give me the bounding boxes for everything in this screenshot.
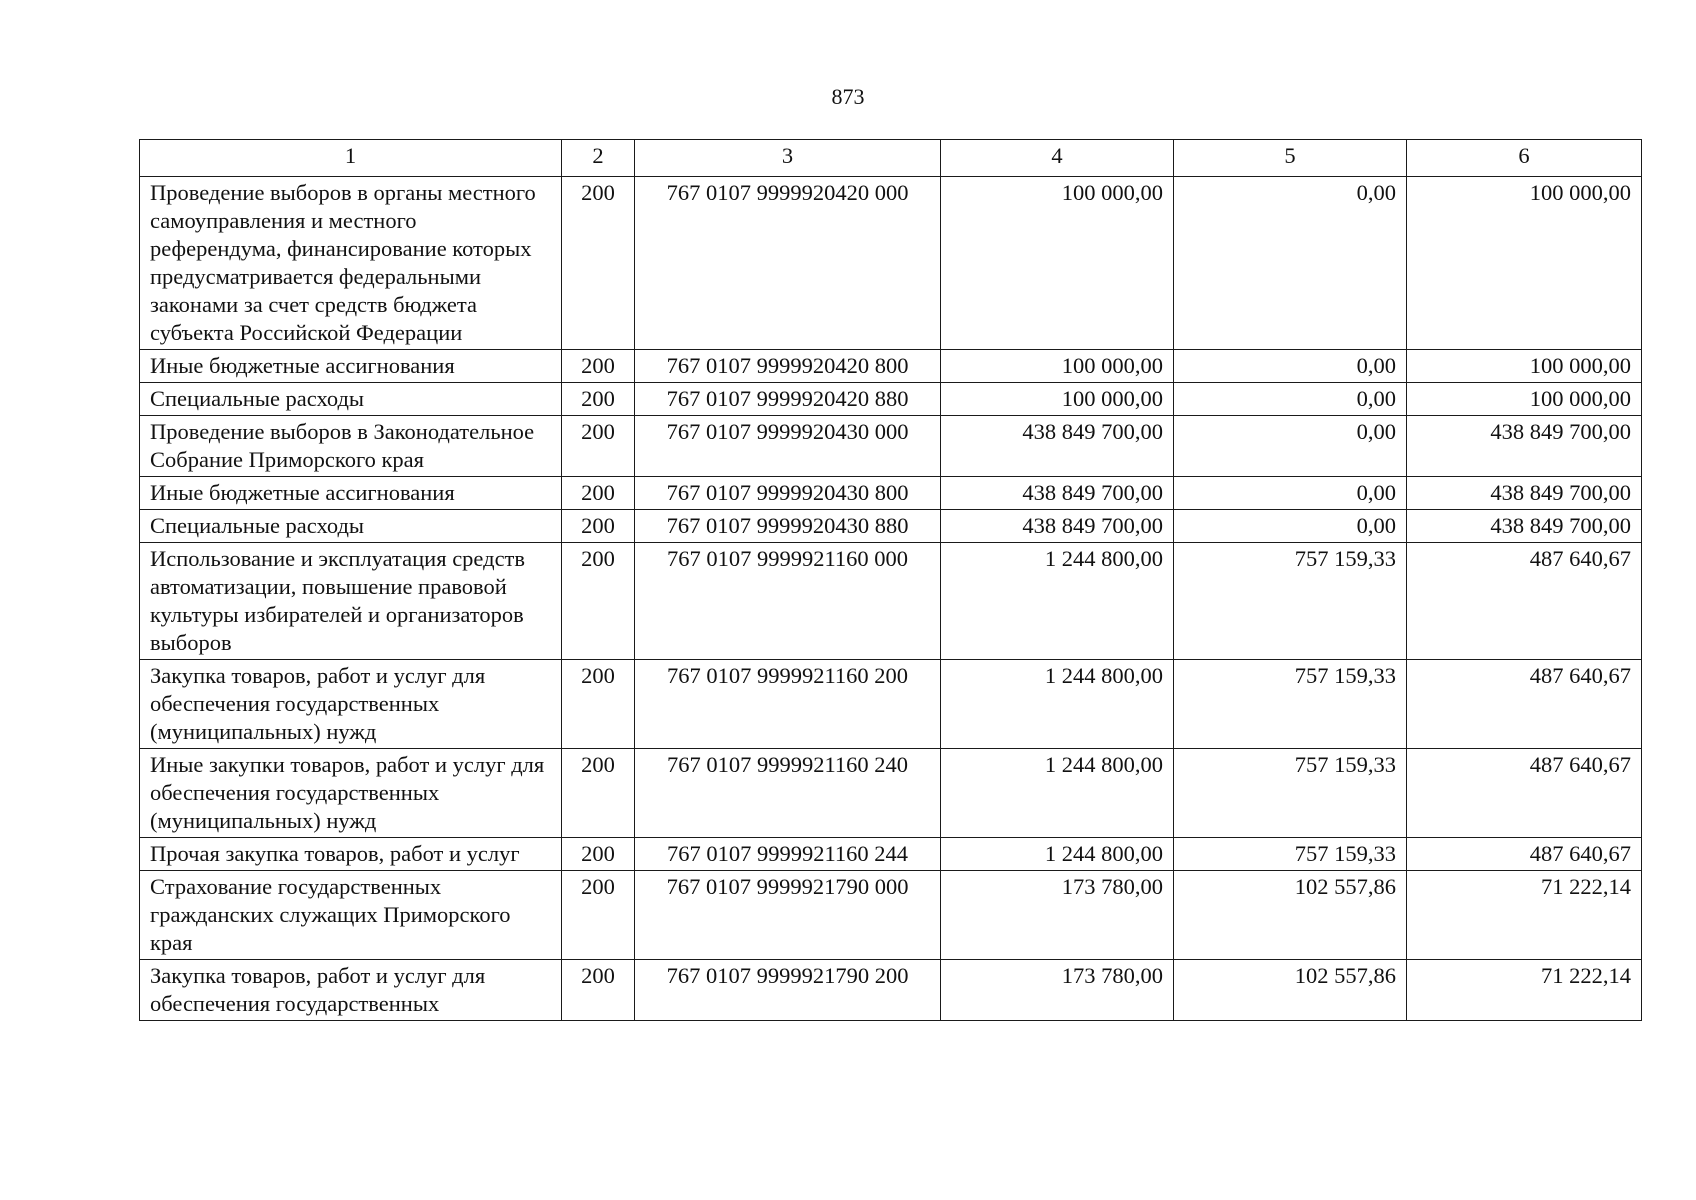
row-amount-col6: 438 849 700,00 — [1407, 510, 1642, 543]
table-row — [140, 477, 1642, 510]
row-amount-col5: 102 557,86 — [1174, 871, 1407, 960]
row-name: Использование и эксплуатация средств автоматизации, повышение правовой культуры избирателей и организаторов выборов — [140, 543, 562, 660]
row-amount-col6: 487 640,67 — [1407, 543, 1642, 660]
row-amount-col5: 0,00 — [1174, 510, 1407, 543]
row-classification-code: 767 0107 9999921160 200 — [635, 660, 941, 749]
table-row — [140, 510, 1642, 543]
row-amount-col4: 100 000,00 — [941, 350, 1174, 383]
row-amount-col4: 1 244 800,00 — [941, 543, 1174, 660]
row-amount-col6: 438 849 700,00 — [1407, 477, 1642, 510]
row-amount-col5: 757 159,33 — [1174, 543, 1407, 660]
row-amount-col4: 100 000,00 — [941, 177, 1174, 350]
row-code: 200 — [562, 383, 635, 416]
column-header: 2 — [562, 140, 635, 177]
row-amount-col6: 438 849 700,00 — [1407, 416, 1642, 477]
row-classification-code: 767 0107 9999921160 000 — [635, 543, 941, 660]
row-code: 200 — [562, 960, 635, 1021]
row-amount-col4: 100 000,00 — [941, 383, 1174, 416]
table-row — [140, 960, 1642, 1021]
row-name: Проведение выборов в Законодательное Собрание Приморского края — [140, 416, 562, 477]
row-code: 200 — [562, 477, 635, 510]
row-name: Прочая закупка товаров, работ и услуг — [140, 838, 562, 871]
row-amount-col5: 0,00 — [1174, 383, 1407, 416]
row-code: 200 — [562, 543, 635, 660]
row-name: Иные бюджетные ассигнования — [140, 477, 562, 510]
row-classification-code: 767 0107 9999921160 240 — [635, 749, 941, 838]
row-name: Специальные расходы — [140, 510, 562, 543]
row-amount-col4: 438 849 700,00 — [941, 477, 1174, 510]
budget-table — [139, 139, 1642, 1021]
row-code: 200 — [562, 416, 635, 477]
row-amount-col4: 438 849 700,00 — [941, 510, 1174, 543]
row-classification-code: 767 0107 9999921790 200 — [635, 960, 941, 1021]
table-row — [140, 749, 1642, 838]
row-amount-col4: 1 244 800,00 — [941, 838, 1174, 871]
row-amount-col6: 71 222,14 — [1407, 960, 1642, 1021]
row-amount-col6: 487 640,67 — [1407, 749, 1642, 838]
row-amount-col6: 71 222,14 — [1407, 871, 1642, 960]
row-code: 200 — [562, 838, 635, 871]
row-name: Специальные расходы — [140, 383, 562, 416]
row-amount-col5: 102 557,86 — [1174, 960, 1407, 1021]
row-classification-code: 767 0107 9999920430 800 — [635, 477, 941, 510]
row-amount-col6: 100 000,00 — [1407, 350, 1642, 383]
row-classification-code: 767 0107 9999920420 880 — [635, 383, 941, 416]
row-name: Иные закупки товаров, работ и услуг для обеспечения государственных (муниципальных) нужд — [140, 749, 562, 838]
row-classification-code: 767 0107 9999920430 880 — [635, 510, 941, 543]
table-row — [140, 543, 1642, 660]
row-amount-col5: 0,00 — [1174, 416, 1407, 477]
column-header: 5 — [1174, 140, 1407, 177]
row-name: Проведение выборов в органы местного самоуправления и местного референдума, финансирование которых предусматривается федеральными законами за счет средств бюджета субъекта Российской Федерации — [140, 177, 562, 350]
row-amount-col5: 0,00 — [1174, 350, 1407, 383]
row-classification-code: 767 0107 9999920430 000 — [635, 416, 941, 477]
row-classification-code: 767 0107 9999920420 800 — [635, 350, 941, 383]
row-amount-col6: 100 000,00 — [1407, 383, 1642, 416]
row-code: 200 — [562, 660, 635, 749]
row-amount-col5: 757 159,33 — [1174, 838, 1407, 871]
row-amount-col4: 173 780,00 — [941, 871, 1174, 960]
row-code: 200 — [562, 510, 635, 543]
table-row — [140, 350, 1642, 383]
row-amount-col6: 487 640,67 — [1407, 838, 1642, 871]
row-amount-col4: 438 849 700,00 — [941, 416, 1174, 477]
row-code: 200 — [562, 871, 635, 960]
row-amount-col5: 0,00 — [1174, 477, 1407, 510]
row-classification-code: 767 0107 9999921790 000 — [635, 871, 941, 960]
row-classification-code: 767 0107 9999921160 244 — [635, 838, 941, 871]
table-row — [140, 838, 1642, 871]
page-number: 873 — [831, 84, 865, 109]
row-amount-col4: 1 244 800,00 — [941, 660, 1174, 749]
table-row — [140, 416, 1642, 477]
row-amount-col4: 173 780,00 — [941, 960, 1174, 1021]
column-header: 6 — [1407, 140, 1642, 177]
row-amount-col5: 757 159,33 — [1174, 660, 1407, 749]
table-row — [140, 660, 1642, 749]
table-row — [140, 871, 1642, 960]
row-name: Закупка товаров, работ и услуг для обеспечения государственных (муниципальных) нужд — [140, 660, 562, 749]
row-classification-code: 767 0107 9999920420 000 — [635, 177, 941, 350]
row-amount-col5: 0,00 — [1174, 177, 1407, 350]
table-row — [140, 177, 1642, 350]
row-amount-col4: 1 244 800,00 — [941, 749, 1174, 838]
table-row — [140, 383, 1642, 416]
column-header: 4 — [941, 140, 1174, 177]
table-header-row — [140, 140, 1642, 177]
row-code: 200 — [562, 177, 635, 350]
row-name: Закупка товаров, работ и услуг для обеспечения государственных — [140, 960, 562, 1021]
column-header: 3 — [635, 140, 941, 177]
row-code: 200 — [562, 350, 635, 383]
column-header: 1 — [140, 140, 562, 177]
row-name: Иные бюджетные ассигнования — [140, 350, 562, 383]
row-amount-col5: 757 159,33 — [1174, 749, 1407, 838]
row-amount-col6: 100 000,00 — [1407, 177, 1642, 350]
row-amount-col6: 487 640,67 — [1407, 660, 1642, 749]
row-code: 200 — [562, 749, 635, 838]
row-name: Страхование государственных гражданских служащих Приморского края — [140, 871, 562, 960]
